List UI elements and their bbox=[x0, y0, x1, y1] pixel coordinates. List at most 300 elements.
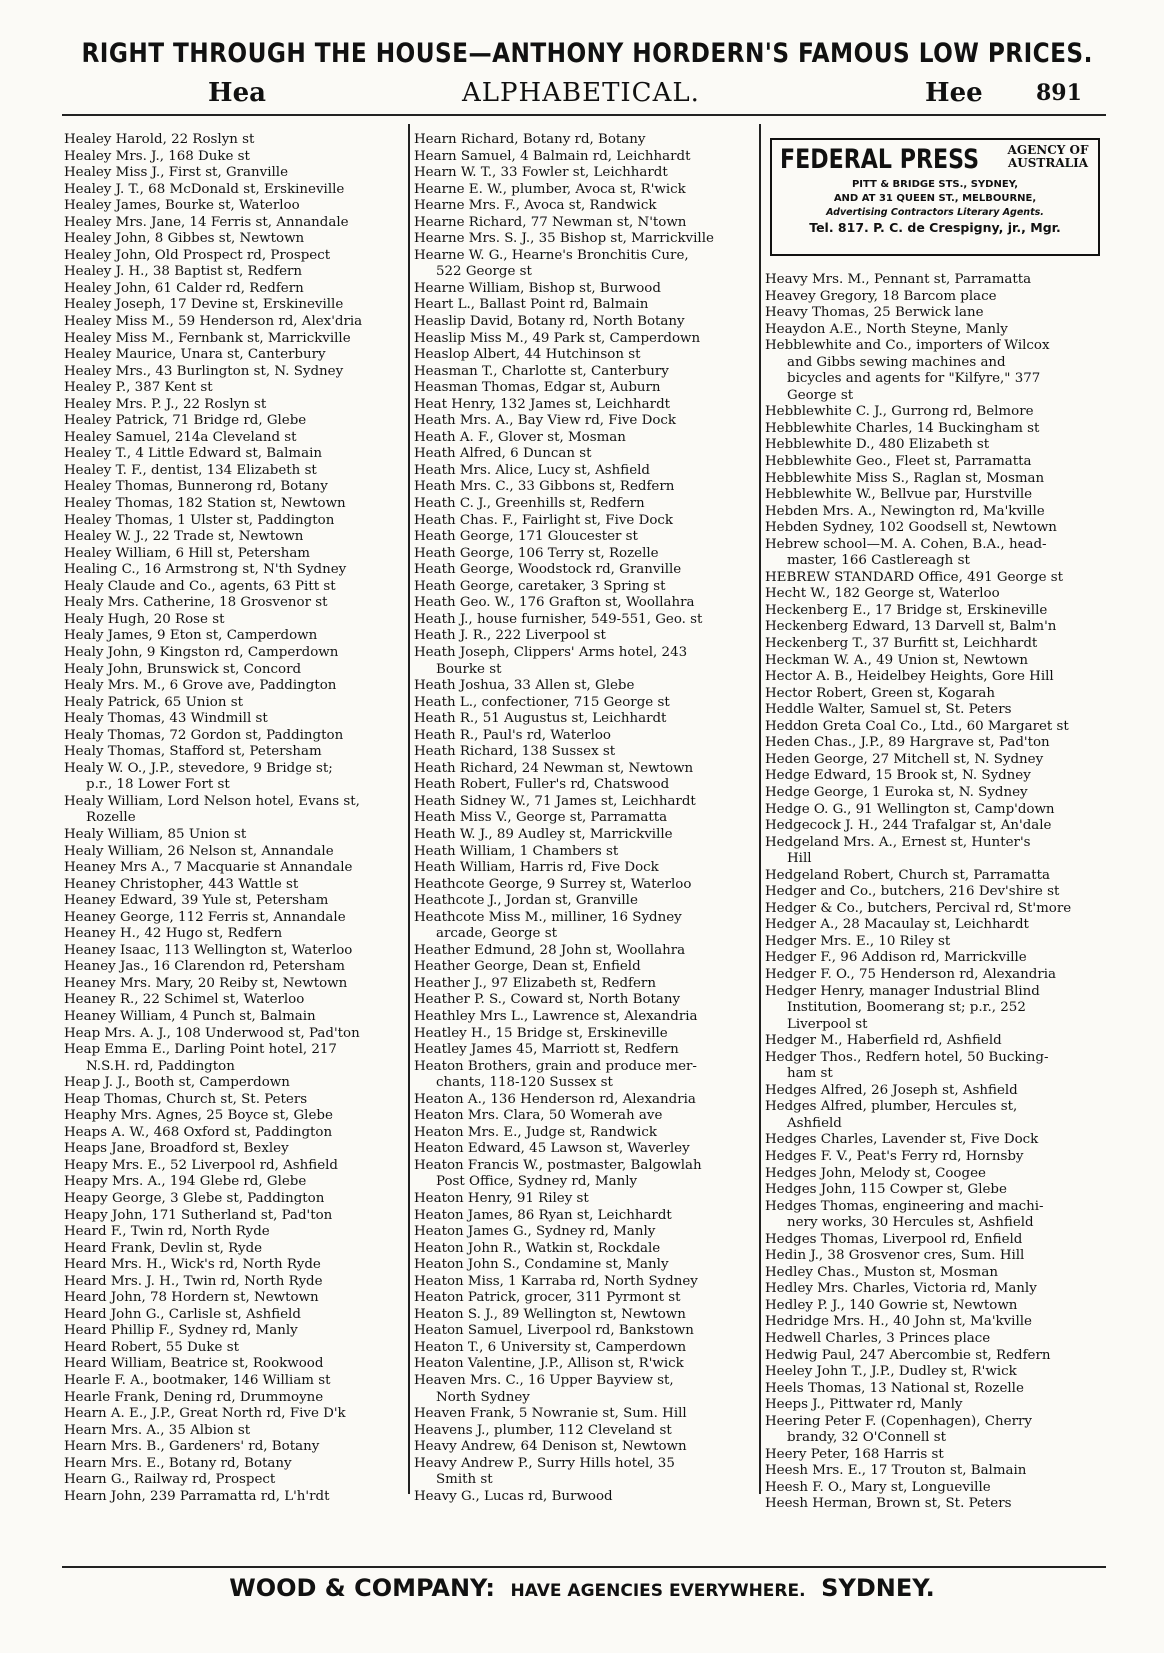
entry-text: Healey Miss J., First st, Granville bbox=[64, 165, 288, 181]
directory-entry bbox=[414, 794, 756, 811]
directory-entry bbox=[414, 893, 756, 910]
entry-text: Heels Thomas, 13 National st, Rozelle bbox=[765, 1380, 1024, 1396]
entry-text: Heath Sidney W., 71 James st, Leichhardt bbox=[414, 793, 696, 809]
entry-text: Hecht W., 182 George st, Waterloo bbox=[765, 586, 1000, 602]
directory-entry bbox=[414, 1489, 756, 1506]
running-head bbox=[0, 76, 1164, 110]
directory-entry bbox=[765, 1298, 1105, 1315]
entry-text: Hearne Mrs. S. J., 35 Bishop st, Marrickville bbox=[414, 231, 714, 247]
directory-entry bbox=[414, 992, 756, 1009]
directory-entry bbox=[765, 950, 1105, 967]
directory-entry bbox=[414, 132, 756, 149]
directory-entry bbox=[64, 1489, 404, 1506]
entry-continuation: and Gibbs sewing machines and bbox=[787, 354, 1006, 370]
directory-entry bbox=[64, 910, 404, 927]
entry-text: Heath W. J., 89 Audley st, Marrickville bbox=[414, 826, 673, 842]
entry-text: Heath Chas. F., Fairlight st, Five Dock bbox=[414, 512, 674, 528]
entry-text: Hedger Thos., Redfern hotel, 50 Bucking- bbox=[765, 1049, 1049, 1065]
entry-text: Hedges John, Melody st, Coogee bbox=[765, 1165, 986, 1181]
entry-text: Heaton James, 86 Ryan st, Leichhardt bbox=[414, 1207, 672, 1223]
directory-entry bbox=[414, 1439, 756, 1456]
directory-entry bbox=[414, 860, 756, 877]
directory-entry bbox=[414, 364, 756, 381]
directory-entry bbox=[64, 976, 404, 993]
directory-entry bbox=[64, 1340, 404, 1357]
entry-text: Heard John G., Carlisle st, Ashfield bbox=[64, 1306, 301, 1322]
directory-entry bbox=[64, 496, 404, 513]
directory-entry bbox=[765, 404, 1105, 421]
directory-entry bbox=[765, 653, 1105, 670]
header-rule bbox=[62, 114, 1106, 116]
entry-continuation: Bourke st bbox=[436, 661, 502, 677]
entry-text: Healey John, Old Prospect rd, Prospect bbox=[64, 247, 331, 263]
directory-entry bbox=[64, 1307, 404, 1324]
directory-entry bbox=[765, 917, 1105, 934]
entry-text: Heapy John, 171 Sutherland st, Pad'ton bbox=[64, 1207, 333, 1223]
entry-text: Hebblewhite Miss S., Raglan st, Mosman bbox=[765, 470, 1045, 486]
directory-entry bbox=[64, 1092, 404, 1109]
directory-entry bbox=[414, 281, 756, 298]
directory-entry bbox=[64, 728, 404, 745]
directory-entry bbox=[414, 1208, 756, 1225]
entry-text: Heesh Mrs. E., 17 Trouton st, Balmain bbox=[765, 1463, 1027, 1479]
directory-entry bbox=[414, 1042, 756, 1059]
entry-text: Heath Miss V., George st, Parramatta bbox=[414, 810, 668, 826]
directory-entry bbox=[64, 1108, 404, 1125]
ad-branch: AND AT 31 QUEEN ST., MELBOURNE, bbox=[833, 193, 1037, 204]
entry-text: Hedin J., 38 Grosvenor cres, Sum. Hill bbox=[765, 1248, 1025, 1264]
directory-entry bbox=[64, 331, 404, 348]
entry-text: Healey Mrs. P. J., 22 Roslyn st bbox=[64, 396, 267, 412]
entry-text: Heaney William, 4 Punch st, Balmain bbox=[64, 1008, 316, 1024]
running-head-left: Hea bbox=[208, 78, 266, 108]
entry-text: Healy Claude and Co., agents, 63 Pitt st bbox=[64, 578, 336, 594]
directory-entry bbox=[64, 1042, 404, 1075]
entry-text: Heaney Mrs. Mary, 20 Reiby st, Newtown bbox=[64, 975, 348, 991]
entry-text: Healey Thomas, Bunnerong rd, Botany bbox=[64, 479, 328, 495]
page-number: 891 bbox=[1036, 80, 1082, 106]
entry-text: Healey Patrick, 71 Bridge rd, Glebe bbox=[64, 413, 307, 429]
entry-text: Hedley Mrs. Charles, Victoria rd, Manly bbox=[765, 1281, 1037, 1297]
directory-entry bbox=[414, 810, 756, 827]
directory-entry bbox=[64, 678, 404, 695]
directory-entry bbox=[765, 1099, 1105, 1132]
entry-text: Heaton Brothers, grain and produce mer- bbox=[414, 1058, 697, 1074]
entry-text: Hedges F. V., Peat's Ferry rd, Hornsby bbox=[765, 1148, 1024, 1164]
entry-text: Hedger M., Haberfield rd, Ashfield bbox=[765, 1033, 1002, 1049]
directory-entry bbox=[64, 1456, 404, 1473]
directory-entry bbox=[64, 1406, 404, 1423]
directory-entry bbox=[414, 579, 756, 596]
entry-text: Heckenberg E., 17 Bridge st, Erskineville bbox=[765, 602, 1048, 618]
entry-text: Heaton Francis W., postmaster, Balgowlah bbox=[414, 1157, 702, 1173]
entry-text: Hearle F. A., bootmaker, 146 William st bbox=[64, 1373, 331, 1389]
entry-text: Heaton Valentine, J.P., Allison st, R'wick bbox=[414, 1356, 684, 1372]
directory-entry bbox=[414, 1092, 756, 1109]
entry-text: Hearn Mrs. E., Botany rd, Botany bbox=[64, 1455, 292, 1471]
directory-entry bbox=[64, 149, 404, 166]
entry-text: Heard Robert, 55 Duke st bbox=[64, 1339, 239, 1355]
directory-entry bbox=[64, 380, 404, 397]
entry-text: Heavy Andrew, 64 Denison st, Newtown bbox=[414, 1439, 687, 1455]
directory-entry bbox=[64, 794, 404, 827]
entry-text: Healy Hugh, 20 Rose st bbox=[64, 611, 225, 627]
entry-text: Heath George, 171 Gloucester st bbox=[414, 529, 638, 545]
entry-text: Healey William, 6 Hill st, Petersham bbox=[64, 545, 311, 561]
entry-text: Hedger F. O., 75 Henderson rd, Alexandria bbox=[765, 966, 1057, 982]
directory-entry bbox=[765, 1281, 1105, 1298]
directory-entry bbox=[414, 1356, 756, 1373]
entry-text: Heaton Patrick, grocer, 311 Pyrmont st bbox=[414, 1290, 681, 1306]
directory-entry bbox=[765, 421, 1105, 438]
entry-text: Healy William, 85 Union st bbox=[64, 826, 247, 842]
directory-entry bbox=[765, 1050, 1105, 1083]
directory-entry bbox=[414, 1158, 756, 1191]
entry-text: Healy James, 9 Eton st, Camperdown bbox=[64, 628, 318, 644]
directory-entry bbox=[765, 1364, 1105, 1381]
directory-entry bbox=[64, 513, 404, 530]
entry-text: Heat Henry, 132 James st, Leichhardt bbox=[414, 396, 671, 412]
footer-agencies: HAVE AGENCIES EVERYWHERE. bbox=[510, 1581, 806, 1601]
directory-entry bbox=[64, 264, 404, 281]
entry-text: Heaton Mrs. Clara, 50 Womerah ave bbox=[414, 1108, 663, 1124]
directory-entry bbox=[414, 1340, 756, 1357]
directory-entry bbox=[765, 752, 1105, 769]
directory-entry bbox=[64, 479, 404, 496]
directory-entry bbox=[64, 546, 404, 563]
entry-text: Heath L., confectioner, 715 George st bbox=[414, 694, 670, 710]
entry-text: Heapy Mrs. E., 52 Liverpool rd, Ashfield bbox=[64, 1157, 338, 1173]
directory-entry bbox=[765, 1480, 1105, 1497]
directory-entry bbox=[765, 1397, 1105, 1414]
ad-agency-label: AGENCY OF AUSTRALIA bbox=[1007, 143, 1089, 170]
directory-entry bbox=[765, 289, 1105, 306]
directory-entry bbox=[765, 636, 1105, 653]
entry-text: Hearn Mrs. B., Gardeners' rd, Botany bbox=[64, 1439, 320, 1455]
directory-entry bbox=[414, 1191, 756, 1208]
directory-entry bbox=[765, 1033, 1105, 1050]
entry-text: Heath Richard, 24 Newman st, Newtown bbox=[414, 760, 694, 776]
directory-entry bbox=[64, 231, 404, 248]
directory-entry bbox=[765, 322, 1105, 339]
entry-text: Heather Edmund, 28 John st, Woollahra bbox=[414, 942, 686, 958]
entry-text: Healey Samuel, 214a Cleveland st bbox=[64, 429, 297, 445]
directory-entry bbox=[414, 198, 756, 215]
directory-entry bbox=[414, 231, 756, 248]
directory-entry bbox=[414, 182, 756, 199]
entry-text: Heaney H., 42 Hugo st, Redfern bbox=[64, 926, 283, 942]
directory-entry bbox=[64, 860, 404, 877]
entry-text: Healing C., 16 Armstrong st, N'th Sydney bbox=[64, 562, 347, 578]
entry-text: Heaton Miss, 1 Karraba rd, North Sydney bbox=[414, 1273, 698, 1289]
directory-entry bbox=[64, 215, 404, 232]
directory-entry bbox=[64, 165, 404, 182]
directory-entry bbox=[765, 603, 1105, 620]
entry-text: Heaton John S., Condamine st, Manly bbox=[414, 1257, 669, 1273]
directory-entry bbox=[414, 430, 756, 447]
entry-text: Hearn John, 239 Parramatta rd, L'h'rdt bbox=[64, 1488, 330, 1504]
entry-text: Heavens J., plumber, 112 Cleveland st bbox=[414, 1422, 672, 1438]
entry-text: Heath J. R., 222 Liverpool st bbox=[414, 628, 606, 644]
directory-entry bbox=[765, 537, 1105, 570]
entry-text: Heesh Herman, Brown st, St. Peters bbox=[765, 1496, 1012, 1512]
entry-text: Heap Mrs. A. J., 108 Underwood st, Pad'ton bbox=[64, 1025, 360, 1041]
directory-entry bbox=[765, 802, 1105, 819]
entry-text: Healey James, Bourke st, Waterloo bbox=[64, 198, 300, 214]
directory-entry bbox=[765, 487, 1105, 504]
directory-entry bbox=[64, 1125, 404, 1142]
entry-text: Hearn Mrs. A., 35 Albion st bbox=[64, 1422, 251, 1438]
directory-entry bbox=[64, 1224, 404, 1241]
entry-text: Heavy Andrew P., Surry Hills hotel, 35 bbox=[414, 1455, 675, 1471]
directory-entry bbox=[414, 628, 756, 645]
directory-entry bbox=[64, 1323, 404, 1340]
directory-entry bbox=[64, 744, 404, 761]
directory-entry bbox=[765, 1331, 1105, 1348]
entry-text: Hebblewhite C. J., Gurrong rd, Belmore bbox=[765, 404, 1034, 420]
entry-text: Heaton A., 136 Henderson rd, Alexandria bbox=[414, 1091, 696, 1107]
entry-text: Heaydon A.E., North Steyne, Manly bbox=[765, 321, 1008, 337]
directory-entry bbox=[414, 1224, 756, 1241]
entry-text: Healey P., 387 Kent st bbox=[64, 380, 213, 396]
entry-text: Heath George, 106 Terry st, Rozelle bbox=[414, 545, 659, 561]
directory-entry bbox=[414, 248, 756, 281]
entry-text: Healey Harold, 22 Roslyn st bbox=[64, 132, 255, 147]
running-head-title: ALPHABETICAL. bbox=[462, 78, 700, 108]
directory-entry bbox=[64, 1290, 404, 1307]
entry-text: Hebblewhite W., Bellvue par, Hurstville bbox=[765, 487, 1033, 503]
entry-continuation: Institution, Boomerang st; p.r., 252 bbox=[787, 1000, 1026, 1016]
directory-entry bbox=[765, 901, 1105, 918]
entry-text: Heaton Mrs. E., Judge st, Randwick bbox=[414, 1124, 657, 1140]
directory-entry bbox=[765, 1314, 1105, 1331]
entry-continuation: bicycles and agents for "Kilfyre," 377 bbox=[787, 371, 1041, 387]
entry-text: Hedger and Co., butchers, 216 Dev'shire st bbox=[765, 884, 1060, 900]
directory-entry bbox=[64, 844, 404, 861]
entry-text: Heath Mrs. Alice, Lucy st, Ashfield bbox=[414, 462, 650, 478]
entry-text: Heath J., house furnisher, 549-551, Geo. st bbox=[414, 611, 703, 627]
entry-text: Heaven Mrs. C., 16 Upper Bayview st, bbox=[414, 1373, 674, 1389]
entry-text: Heavey Gregory, 18 Barcom place bbox=[765, 288, 997, 304]
ad-telephone: Tel. 817. P. C. de Crespigny, jr., Mgr. bbox=[809, 220, 1061, 235]
entry-text: Heap J. J., Booth st, Camperdown bbox=[64, 1075, 290, 1091]
directory-entry bbox=[64, 628, 404, 645]
directory-entry bbox=[765, 586, 1105, 603]
directory-entry bbox=[765, 1381, 1105, 1398]
ad-services: Advertising Contractors Literary Agents. bbox=[826, 207, 1044, 218]
entry-text: Heath Mrs. C., 33 Gibbons st, Redfern bbox=[414, 479, 675, 495]
directory-entry bbox=[414, 1257, 756, 1274]
directory-entry bbox=[64, 198, 404, 215]
directory-entry bbox=[765, 984, 1105, 1034]
directory-entry bbox=[64, 645, 404, 662]
entry-text: Healey John, 61 Calder rd, Redfern bbox=[64, 280, 304, 296]
directory-entry bbox=[64, 662, 404, 679]
entry-text: Hedger & Co., butchers, Percival rd, St'more bbox=[765, 900, 1072, 916]
entry-text: Heath Alfred, 6 Duncan st bbox=[414, 446, 592, 462]
directory-entry bbox=[64, 1274, 404, 1291]
entry-text: Healey J. H., 38 Baptist st, Redfern bbox=[64, 264, 303, 280]
entry-continuation: N.S.H. rd, Paddington bbox=[86, 1058, 235, 1074]
page-banner: RIGHT THROUGH THE HOUSE—ANTHONY HORDERN'S FAMOUS LOW PRICES. bbox=[81, 38, 1093, 69]
directory-entry bbox=[765, 520, 1105, 537]
directory-entry bbox=[64, 1191, 404, 1208]
directory-entry bbox=[64, 297, 404, 314]
directory-entry bbox=[414, 149, 756, 166]
directory-entry bbox=[765, 1083, 1105, 1100]
directory-entry bbox=[64, 397, 404, 414]
directory-entry bbox=[64, 430, 404, 447]
entry-continuation: Post Office, Sydney rd, Manly bbox=[436, 1174, 638, 1190]
directory-entry bbox=[414, 479, 756, 496]
entry-text: Heaney Christopher, 443 Wattle st bbox=[64, 876, 299, 892]
entry-text: Heathcote J., Jordan st, Granville bbox=[414, 893, 638, 909]
entry-text: Heaney Mrs A., 7 Macquarie st Annandale bbox=[64, 860, 353, 876]
directory-entry bbox=[414, 1125, 756, 1142]
directory-entry bbox=[64, 1356, 404, 1373]
page-footer bbox=[0, 1574, 1164, 1602]
entry-text: Heesh F. O., Mary st, Longueville bbox=[765, 1479, 991, 1495]
directory-entry bbox=[64, 1141, 404, 1158]
entry-continuation: Rozelle bbox=[86, 810, 136, 826]
directory-entry bbox=[765, 1463, 1105, 1480]
entry-continuation: George st bbox=[787, 387, 854, 403]
directory-entry bbox=[64, 281, 404, 298]
entry-text: Heath Joshua, 33 Allen st, Glebe bbox=[414, 678, 635, 694]
entry-text: Healey Miss M., Fernbank st, Marrickville bbox=[64, 330, 351, 346]
directory-entry bbox=[765, 437, 1105, 454]
entry-text: Heeley John T., J.P., Dudley st, R'wick bbox=[765, 1364, 1017, 1380]
entry-text: Hector A. B., Heidelbey Heights, Gore Hill bbox=[765, 669, 1054, 685]
directory-entry bbox=[64, 1423, 404, 1440]
entry-text: Hedger A., 28 Macaulay st, Leichhardt bbox=[765, 917, 1029, 933]
entry-text: Heard Mrs. H., Wick's rd, North Ryde bbox=[64, 1257, 321, 1273]
entry-text: Heath Richard, 138 Sussex st bbox=[414, 744, 616, 760]
entry-text: Hedgeland Mrs. A., Ernest st, Hunter's bbox=[765, 834, 1031, 850]
directory-entry bbox=[414, 546, 756, 563]
footer-city: SYDNEY. bbox=[821, 1574, 935, 1602]
entry-text: Heath R., 51 Augustus st, Leichhardt bbox=[414, 711, 667, 727]
entry-text: Healey John, 8 Gibbes st, Newtown bbox=[64, 231, 305, 247]
entry-text: Heaton Samuel, Liverpool rd, Bankstown bbox=[414, 1323, 694, 1339]
directory-entry bbox=[765, 1248, 1105, 1265]
entry-text: Heddle Walter, Samuel st, St. Peters bbox=[765, 702, 1012, 718]
entry-continuation: brandy, 32 O'Connell st bbox=[787, 1430, 946, 1446]
directory-entry bbox=[414, 1323, 756, 1340]
entry-text: Heathcote George, 9 Surrey st, Waterloo bbox=[414, 876, 692, 892]
entry-text: Heatley H., 15 Bridge st, Erskineville bbox=[414, 1025, 668, 1041]
entry-text: Hearne William, Bishop st, Burwood bbox=[414, 280, 661, 296]
entry-text: Hedges Charles, Lavender st, Five Dock bbox=[765, 1132, 1039, 1148]
directory-entry bbox=[414, 397, 756, 414]
directory-entry bbox=[64, 314, 404, 331]
directory-entry bbox=[414, 678, 756, 695]
entry-text: Heaney R., 22 Schimel st, Waterloo bbox=[64, 992, 305, 1008]
entry-text: Heeps J., Pittwater rd, Manly bbox=[765, 1397, 963, 1413]
directory-entry bbox=[414, 1026, 756, 1043]
entry-text: Healey Miss M., 59 Henderson rd, Alex'dria bbox=[64, 314, 363, 330]
entry-text: Hedley P. J., 140 Gowrie st, Newtown bbox=[765, 1297, 1018, 1313]
directory-entry bbox=[414, 1274, 756, 1291]
ad-address: PITT & BRIDGE STS., SYDNEY, bbox=[851, 179, 1019, 190]
entry-text: Heaney George, 112 Ferris st, Annandale bbox=[64, 909, 346, 925]
directory-entry bbox=[414, 446, 756, 463]
entry-text: Hedges Alfred, 26 Joseph st, Ashfield bbox=[765, 1082, 1018, 1098]
directory-entry bbox=[64, 1075, 404, 1092]
directory-entry bbox=[414, 1141, 756, 1158]
directory-entry bbox=[414, 1241, 756, 1258]
entry-text: Hearne E. W., plumber, Avoca st, R'wick bbox=[414, 181, 686, 197]
directory-entry bbox=[414, 331, 756, 348]
entry-text: Heather J., 97 Elizabeth st, Redfern bbox=[414, 975, 656, 991]
entry-text: Heaslip Miss M., 49 Park st, Camperdown bbox=[414, 330, 701, 346]
entry-text: Hebblewhite and Co., importers of Wilcox bbox=[765, 338, 1050, 354]
entry-text: Hebden Mrs. A., Newington rd, Ma'kville bbox=[765, 503, 1045, 519]
entry-text: Heath Geo. W., 176 Grafton st, Woollahra bbox=[414, 595, 695, 611]
directory-entry bbox=[414, 380, 756, 397]
directory-entry bbox=[765, 1447, 1105, 1464]
entry-text: Heathley Mrs L., Lawrence st, Alexandria bbox=[414, 1008, 698, 1024]
directory-entry bbox=[64, 877, 404, 894]
entry-text: Healey Maurice, Unara st, Canterbury bbox=[64, 347, 326, 363]
directory-entry bbox=[64, 413, 404, 430]
entry-text: Hedges John, 115 Cowper st, Glebe bbox=[765, 1182, 1007, 1198]
entry-text: Heart L., Ballast Point rd, Balmain bbox=[414, 297, 649, 313]
entry-text: Heath Joseph, Clippers' Arms hotel, 243 bbox=[414, 644, 688, 660]
directory-entry bbox=[64, 943, 404, 960]
directory-entry bbox=[765, 719, 1105, 736]
entry-text: Heath William, Harris rd, Five Dock bbox=[414, 860, 659, 876]
entry-text: Heatley James 45, Marriott st, Redfern bbox=[414, 1042, 679, 1058]
directory-entry bbox=[64, 1208, 404, 1225]
directory-entry bbox=[64, 1158, 404, 1175]
directory-entry bbox=[414, 777, 756, 794]
entry-text: Hedridge Mrs. H., 40 John st, Ma'kville bbox=[765, 1314, 1032, 1330]
directory-entry bbox=[765, 768, 1105, 785]
entry-continuation: p.r., 18 Lower Fort st bbox=[86, 777, 230, 793]
directory-entry bbox=[765, 1149, 1105, 1166]
entry-text: Healey T., 4 Little Edward st, Balmain bbox=[64, 446, 323, 462]
ad-company-name: FEDERAL PRESS bbox=[780, 144, 980, 175]
entry-text: Hearn A. E., J.P., Great North rd, Five D'k bbox=[64, 1406, 346, 1422]
entry-text: Heath R., Paul's rd, Waterloo bbox=[414, 727, 611, 743]
entry-text: Healey Thomas, 1 Ulster st, Paddington bbox=[64, 512, 335, 528]
federal-press-advertisement bbox=[770, 138, 1100, 256]
directory-entry bbox=[765, 1496, 1105, 1513]
column-divider-left bbox=[408, 124, 410, 1494]
directory-entry bbox=[765, 619, 1105, 636]
directory-entry bbox=[414, 645, 756, 678]
directory-entry bbox=[414, 943, 756, 960]
entry-text: Healy Thomas, Stafford st, Petersham bbox=[64, 744, 322, 760]
directory-entry bbox=[414, 1456, 756, 1489]
entry-text: Heaslop Albert, 44 Hutchinson st bbox=[414, 347, 641, 363]
entry-text: Heath George, caretaker, 3 Spring st bbox=[414, 578, 666, 594]
directory-entry bbox=[414, 728, 756, 745]
entry-text: Heaslip David, Botany rd, North Botany bbox=[414, 314, 685, 330]
column-divider-right bbox=[759, 124, 761, 1494]
directory-entry bbox=[64, 1439, 404, 1456]
directory-entry bbox=[64, 1009, 404, 1026]
entry-text: Heaps A. W., 468 Oxford st, Paddington bbox=[64, 1124, 333, 1140]
entry-text: Healy John, Brunswick st, Concord bbox=[64, 661, 302, 677]
entry-text: Heavy Thomas, 25 Berwick lane bbox=[765, 305, 984, 321]
directory-entry bbox=[765, 1232, 1105, 1249]
directory-entry bbox=[64, 579, 404, 596]
entry-text: Hector Robert, Green st, Kogarah bbox=[765, 685, 996, 701]
entry-text: Healey W. J., 22 Trade st, Newtown bbox=[64, 529, 304, 545]
running-head-right: Hee bbox=[925, 78, 983, 108]
